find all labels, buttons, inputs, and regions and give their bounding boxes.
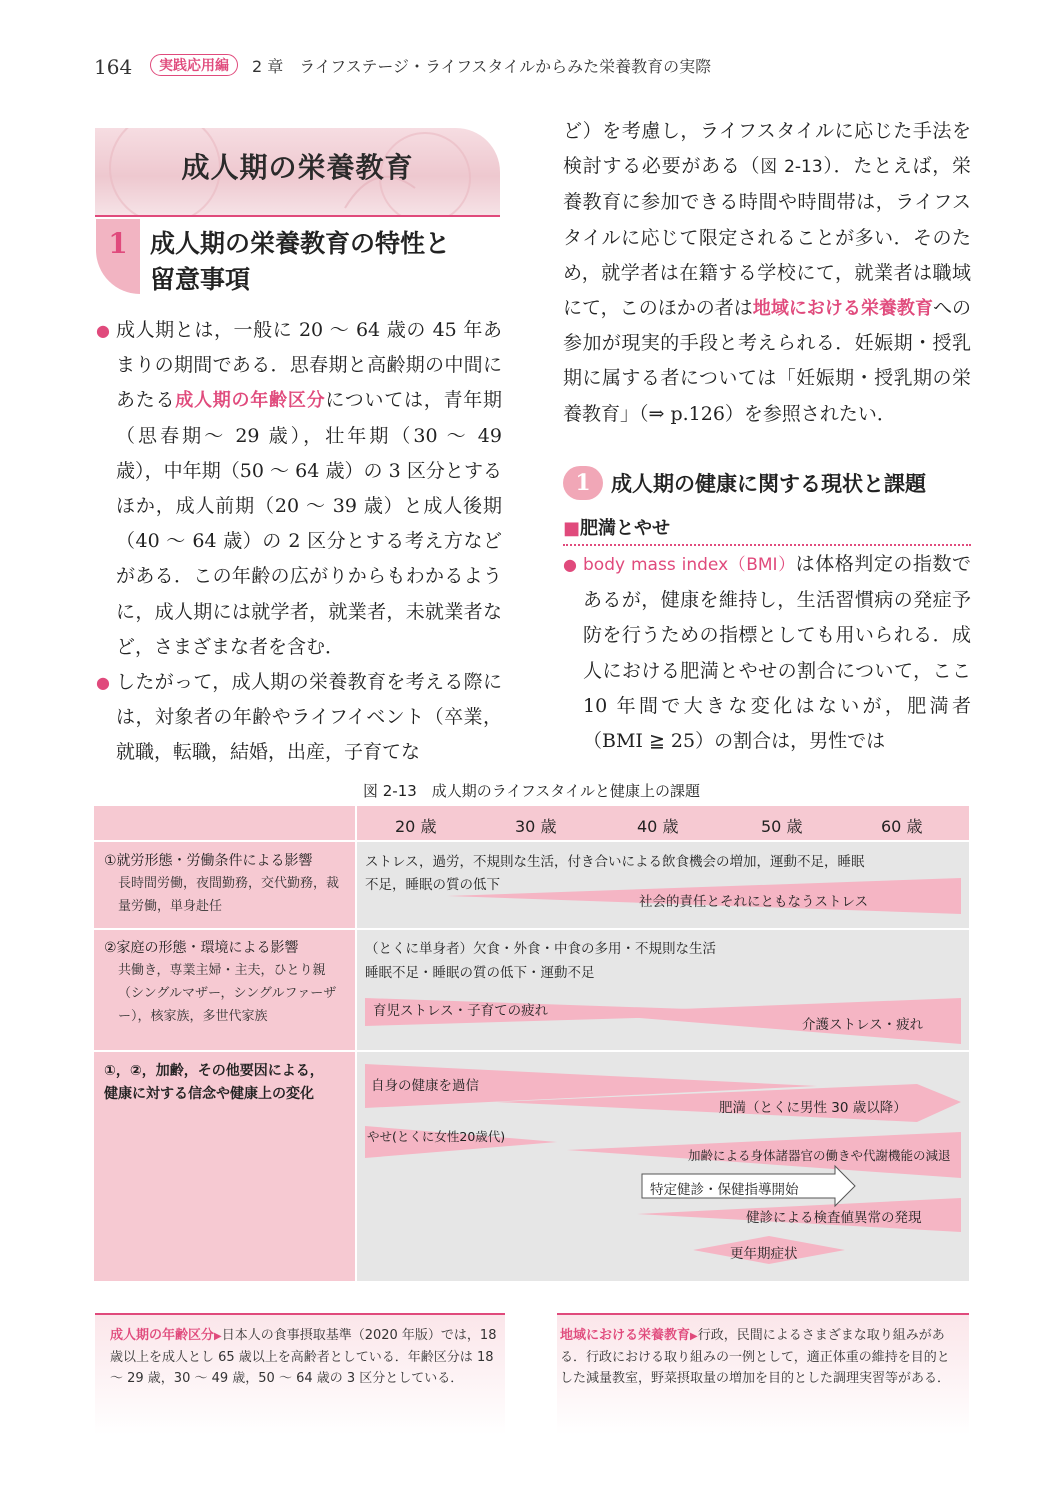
footnote-right-rule	[557, 1313, 969, 1315]
term-bmi: body mass index（BMI）	[583, 555, 796, 575]
row2-text1: （とくに単身者）欠食・外食・中食の多用・不規則な生活	[365, 941, 716, 957]
paragraph-text: 成人期とは，一般に 20 〜 64 歳の 45 年あまりの期間である．思春期と高齢期の中間にあたる	[116, 319, 502, 412]
row1-subtitle: 長時間労働，夜間勤務，交代勤務，裁量労働，単身赴任	[118, 876, 340, 914]
footnote-age-division	[110, 1325, 502, 1389]
row3-aging-decline: 加齢による身体諸器官の働きや代謝機能の減退	[688, 1148, 951, 1163]
square-bullet-icon: ■	[563, 518, 581, 539]
topic-title: 肥満とやせ	[580, 518, 671, 539]
row3-title1: ①，②，加齢，その他要因による，	[104, 1063, 324, 1079]
page-title: 成人期の栄養教育	[181, 151, 414, 184]
paragraph-bmi	[563, 547, 971, 759]
paragraph-adult-period	[96, 313, 502, 665]
row3-thinness: やせ(とくに女性20歳代)	[367, 1129, 506, 1144]
subsection-number: 1	[563, 466, 603, 500]
banner-underline	[95, 215, 500, 217]
footnote-left-rule	[95, 1313, 505, 1315]
age-label-60: 60 歳	[881, 817, 923, 836]
footnote-community-education	[560, 1325, 955, 1389]
arrow-right-icon: ▶	[690, 1331, 698, 1342]
paragraph-text: ど）を考慮し，ライフスタイルに応じた手法を検討する必要がある（	[563, 120, 971, 178]
row3-title2: 健康に対する信念や健康上の変化	[104, 1086, 314, 1102]
row2-title: ②家庭の形態・環境による影響	[104, 940, 299, 956]
chapter-title: 2 章 ライフステージ・ライフスタイルからみた栄養教育の実際	[252, 57, 712, 76]
page-number: 164	[94, 55, 133, 79]
age-label-40: 40 歳	[637, 817, 679, 836]
paragraph-text: したがって，成人期の栄養教育を考える際には，対象者の年齢やライフイベント（卒業，就職，転職，結婚，出産，子育てな	[116, 671, 502, 764]
age-label-20: 20 歳	[395, 817, 437, 836]
figure-header-left	[94, 806, 355, 840]
footnote-term: 地域における栄養教育	[560, 1328, 691, 1343]
age-label-30: 30 歳	[515, 817, 557, 836]
arrow-right-icon: ▶	[214, 1331, 222, 1342]
bullet-icon: ●	[563, 555, 577, 574]
paragraph-text: については，青年期（思春期〜 29 歳），壮年期（30 〜 49 歳），中年期（50 〜 64 歳）の 3 区分とするほか，成人前期（20 〜 39 歳）と成人後期（40 〜 64 歳）の 2 区分とする考え方などがある．この年齢の広がりからもわかるように，成人期には就学者，就業者，未就業者など，さまざまな者を含む．	[116, 389, 502, 658]
row3-overconfidence: 自身の健康を過信	[371, 1078, 479, 1094]
bullet-icon: ●	[96, 321, 110, 340]
section-title-line1: 成人期の栄養教育の特性と	[150, 229, 451, 258]
right-column	[563, 114, 971, 432]
part-badge: 実践応用編	[150, 54, 238, 76]
row1-title: ①就労形態・労働条件による影響	[104, 853, 313, 869]
paragraph-education	[96, 665, 502, 771]
row3-menopause: 更年期症状	[730, 1246, 798, 1262]
subsection-heading	[563, 466, 971, 504]
figure-reference: 図 2-13	[760, 157, 823, 178]
row3-checkup-abnormal: 健診による検査値異常の発現	[746, 1210, 922, 1226]
right-column-bmi	[563, 547, 971, 759]
row2-text2: 睡眠不足・睡眠の質の低下・運動不足	[365, 965, 595, 981]
row3-obesity: 肥満（とくに男性 30 歳以降）	[719, 1100, 907, 1116]
section-number: 1	[96, 219, 140, 294]
row1-wedge-label: 社会的責任とそれにともなうストレス	[639, 894, 869, 910]
row1-text1: ストレス，過労，不規則な生活，付き合いによる飲食機会の増加，運動不足，睡眠	[365, 854, 865, 870]
paragraph-text: は体格判定の指数であるが，健康を維持し，生活習慣病の発症予防を行うための指標としても用いられる．成人における肥満とやせの割合について，ここ 10 年間で大きな変化はないが，肥満者（BMI ≧ 25）の割合は，男性では	[583, 553, 971, 753]
row2-wedge1-label: 育児ストレス・子育ての疲れ	[373, 1003, 549, 1019]
section-title	[150, 226, 490, 298]
footnote-term: 成人期の年齢区分	[110, 1328, 215, 1343]
figure-caption: 図 2-13 成人期のライフスタイルと健康上の課題	[362, 782, 700, 800]
term-community-education: 地域における栄養教育	[752, 298, 933, 320]
row2-subtitle: 共働き，専業主婦・主夫，ひとり親（シングルマザー，シングルファーザー），核家族，多世代家族	[118, 963, 337, 1024]
section-title-line2: 留意事項	[150, 265, 251, 294]
paragraph-text: ）．たとえば，栄養教育に参加できる時間や時間帯は，ライフスタイルに応じて限定されることが多い．そのため，就学者は在籍する学校にて，就業者は職域にて，このほかの者は	[563, 155, 971, 320]
footnote-text: 行政，民間によるさまざまな取り組みがある．行政における取り組みの一例として，適正体重の維持を目的とした減量教室，野菜摂取量の増加を目的とした調理実習等がある．	[560, 1328, 951, 1386]
figure-lifestyle-health	[94, 806, 969, 1281]
row3-checkup-start: 特定健診・保健指導開始	[650, 1182, 799, 1198]
term-age-division: 成人期の年齢区分	[175, 390, 326, 412]
bullet-icon: ●	[96, 673, 110, 693]
row2-wedge2-label: 介護ストレス・疲れ	[802, 1017, 924, 1033]
paragraph-text: への参加が現実的手段と考えられる．妊娠期・授乳期に属する者については「妊娠期・授乳期の栄養教育」（⇒ p.126）を参照されたい．	[563, 297, 971, 425]
subsection-title: 成人期の健康に関する現状と課題	[611, 472, 926, 496]
age-label-50: 50 歳	[761, 817, 803, 836]
footnote-text: 日本人の食事摂取基準（2020 年版）では，18 歳以上を成人とし 65 歳以上を高齢者としている．年齢区分は 18 〜 29 歳，30 〜 49 歳，50 〜 64 歳の 3 区分としている．	[110, 1328, 497, 1386]
topic-heading	[563, 514, 971, 546]
row1-text2: 不足，睡眠の質の低下	[365, 877, 500, 893]
left-column	[96, 313, 502, 771]
